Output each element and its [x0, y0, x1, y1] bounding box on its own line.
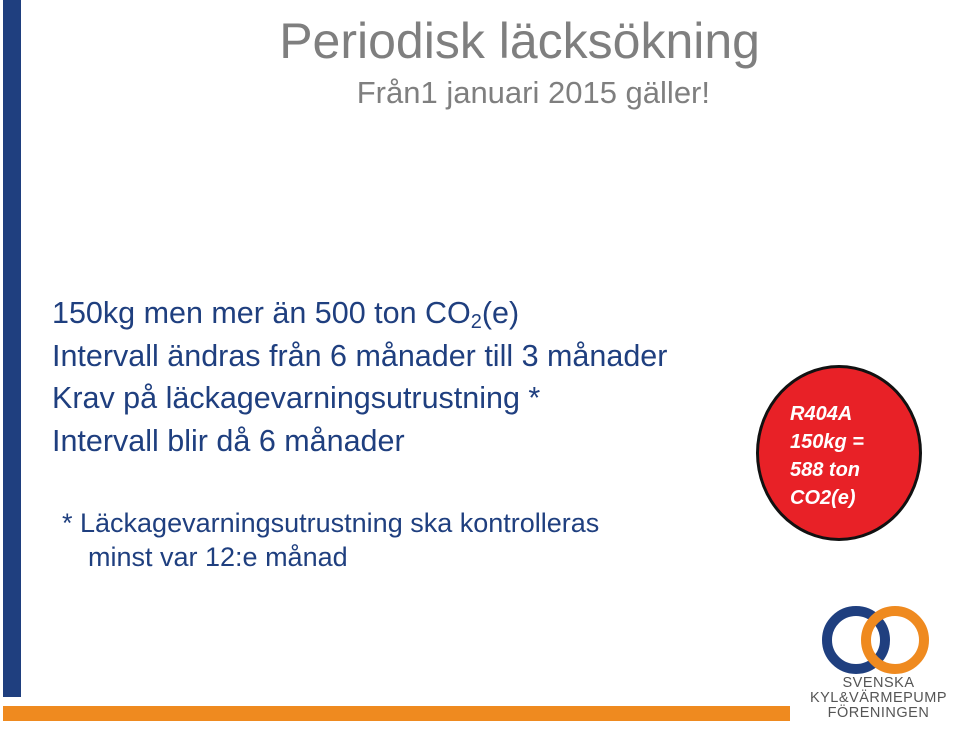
- logo-line-3: FÖRENINGEN: [827, 705, 930, 721]
- badge-text: [790, 400, 864, 512]
- badge-line-1: R404A: [790, 403, 853, 425]
- footnote-line-1: * Läckagevarningsutrustning ska kontrolleras: [62, 508, 600, 538]
- body-line-1-main: 150kg men mer än 500 ton CO: [52, 296, 471, 330]
- footnote-line-2: minst var 12:e månad: [88, 542, 348, 572]
- badge-line-2: 150kg =: [790, 431, 864, 453]
- logo-line-2: KYL&VÄRMEPUMP: [809, 690, 948, 706]
- badge-line-4: CO2(e): [790, 487, 856, 509]
- body-text: [52, 292, 667, 462]
- subscript-2: 2: [470, 311, 482, 333]
- logo-text: [806, 676, 951, 721]
- body-line-4: Intervall blir då 6 månader: [52, 423, 405, 458]
- body-line-2: Intervall ändras från 6 månader till 3 månader: [52, 338, 668, 373]
- footnote: [62, 506, 599, 574]
- body-line-1: [52, 292, 667, 335]
- slide-subtitle: Från1 januari 2015 gäller!: [356, 75, 710, 110]
- bottom-accent-bar: [3, 706, 790, 721]
- slide-title: Periodisk läcksökning: [279, 13, 760, 69]
- badge-line-3: 588 ton: [790, 459, 861, 481]
- body-line-3: Krav på läckagevarningsutrustning *: [52, 381, 541, 415]
- logo-line-1: SVENSKA: [842, 675, 915, 691]
- body-line-1-suffix: (e): [481, 296, 520, 330]
